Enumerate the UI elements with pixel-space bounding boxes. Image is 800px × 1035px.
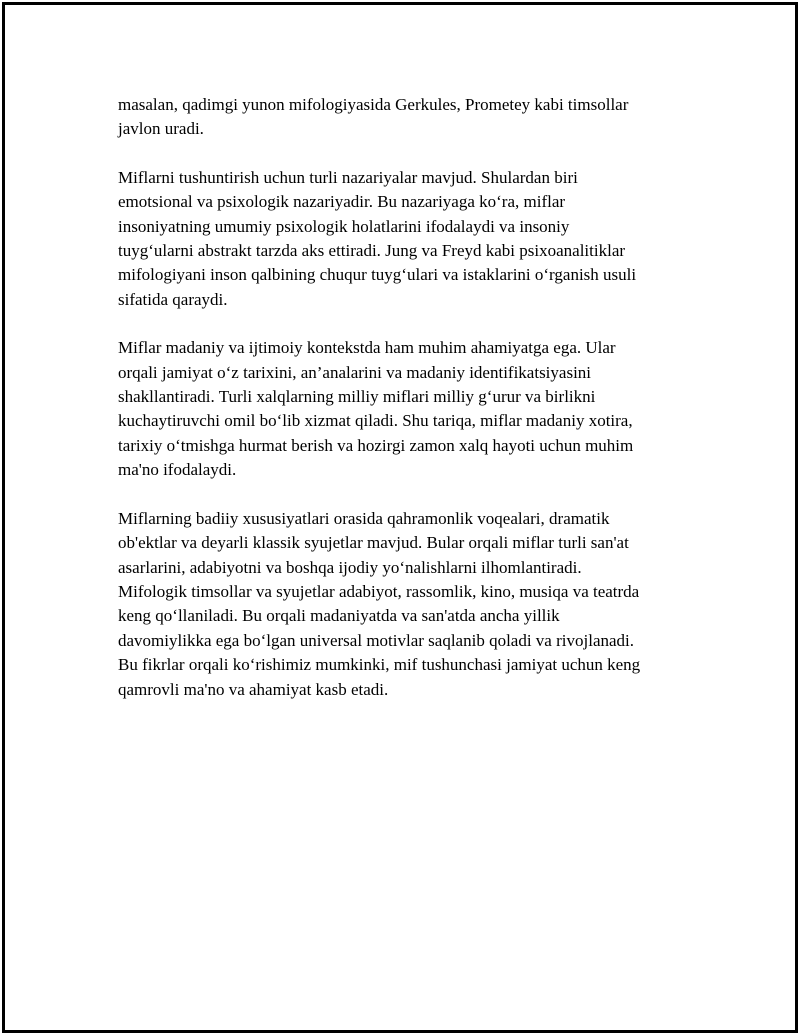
text-line: tarixiy oʻtmishga hurmat berish va hozirgi zamon xalq hayoti uchun muhim [118,435,634,455]
paragraph-4 [118,507,703,702]
document-body [118,93,703,726]
text-line: keng qoʻllaniladi. Bu orqali madaniyatda va san'atda ancha yillik [118,606,560,626]
text-line: davomiylikka ega boʻlgan universal motivlar saqlanib qoladi va rivojlanadi. [118,630,635,650]
paragraph-1 [118,93,703,142]
text-line: ma'no ifodalaydi. [118,460,237,480]
text-line: kuchaytiruvchi omil boʻlib xizmat qiladi. Shu tariqa, miflar madaniy xotira, [118,411,633,431]
text-line: Miflarning badiiy xususiyatlari orasida qahramonlik voqealari, dramatik [118,508,610,528]
text-line: Mifologik timsollar va syujetlar adabiyot, rassomlik, kino, musiqa va teatrda [118,581,640,601]
text-line: orqali jamiyat oʻz tarixini, an’analarini va madaniy identifikatsiyasini [118,362,592,382]
text-line: Miflarni tushuntirish uchun turli nazariyalar mavjud. Shulardan biri [118,167,578,187]
text-line: Miflar madaniy va ijtimoiy kontekstda ham muhim ahamiyatga ega. Ular [118,338,616,358]
paragraph-3 [118,336,703,482]
text-line: insoniyatning umumiy psixologik holatlarini ifodalaydi va insoniy [118,216,570,236]
text-line: javlon uradi. [118,119,204,139]
text-line: Bu fikrlar orqali koʻrishimiz mumkinki, mif tushunchasi jamiyat uchun keng [118,655,641,675]
text-line: asarlarini, adabiyotni va boshqa ijodiy yoʻnalishlarni ilhomlantiradi. [118,557,582,577]
paragraph-2 [118,166,703,312]
text-line: shakllantiradi. Turli xalqlarning milliy miflari milliy gʻurur va birlikni [118,387,596,407]
text-line: emotsional va psixologik nazariyadir. Bu nazariyaga koʻra, miflar [118,192,566,212]
text-line: qamrovli ma'no va ahamiyat kasb etadi. [118,679,389,699]
text-line: sifatida qaraydi. [118,289,228,309]
text-line: masalan, qadimgi yunon mifologiyasida Gerkules, Prometey kabi timsollar [118,95,629,114]
text-line: ob'ektlar va deyarli klassik syujetlar mavjud. Bular orqali miflar turli san'at [118,533,629,553]
text-line: tuygʻularni abstrakt tarzda aks ettiradi. Jung va Freyd kabi psixoanalitiklar [118,241,626,261]
text-line: mifologiyani inson qalbining chuqur tuygʻulari va istaklarini oʻrganish usuli [118,265,637,285]
